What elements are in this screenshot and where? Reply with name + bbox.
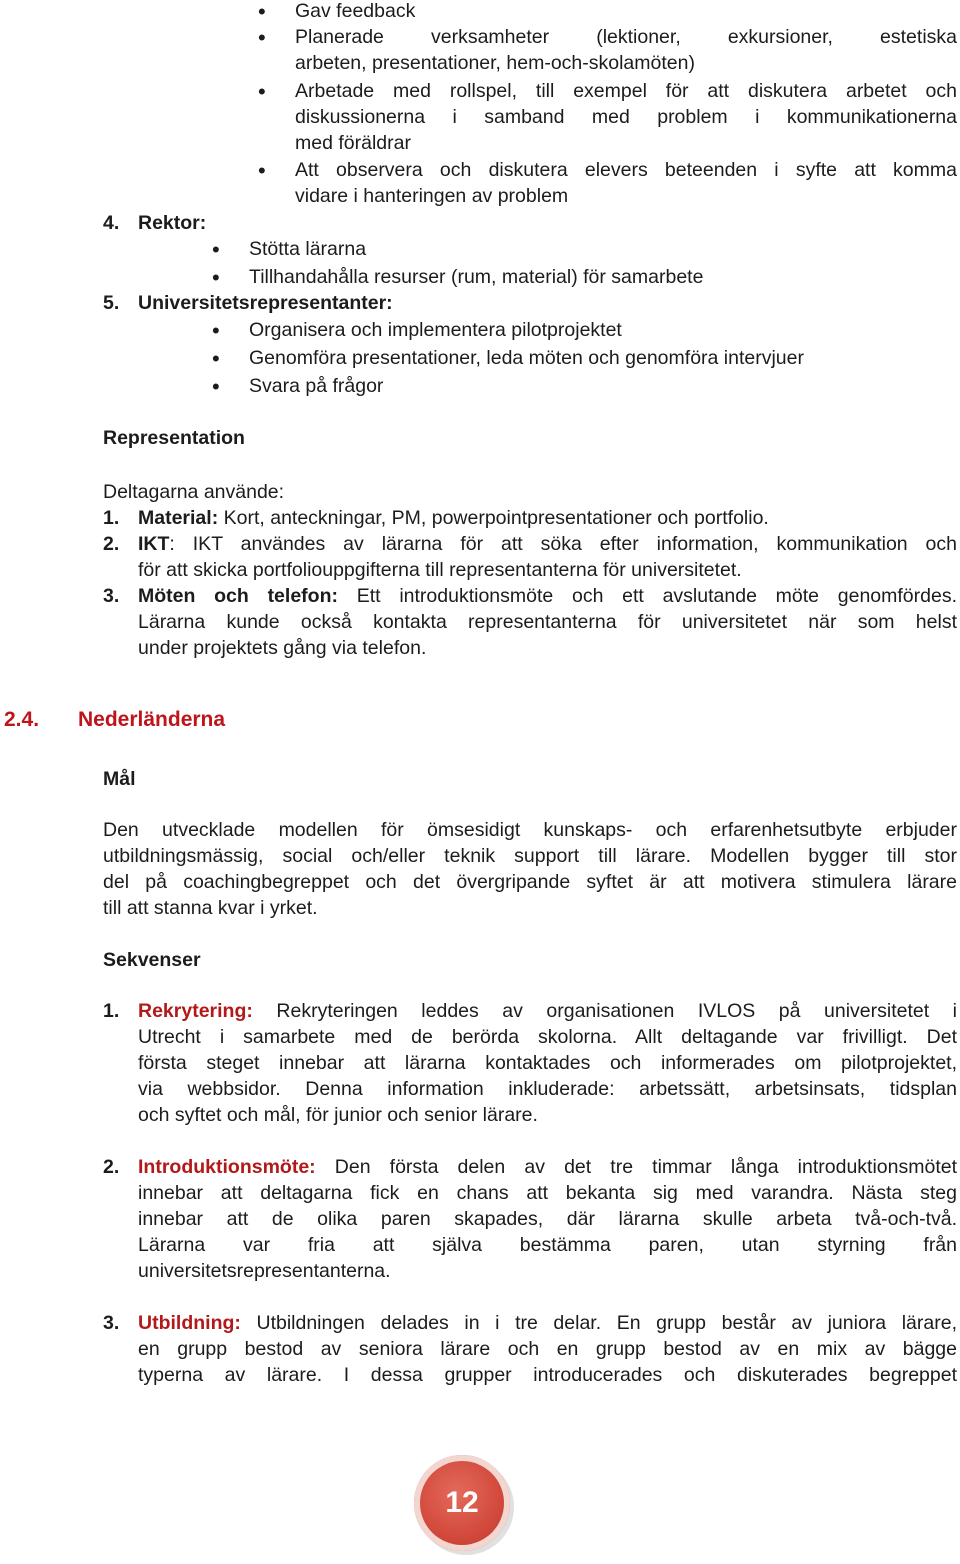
list-item-continued: för att skicka portfoliouppgifterna till representanterna för universitetet. (138, 559, 742, 581)
list-item (138, 1310, 957, 1336)
list-number: 4. (103, 212, 120, 234)
list-item: Genomföra presentationer, leda möten och genomföra intervjuer (249, 347, 804, 369)
list-item (138, 998, 957, 1024)
item-text: Kort, anteckningar, PM, powerpointpresentationer och portfolio. (218, 507, 769, 529)
list-item-continued: Lärarna var fria att själva bestämma paren, utan styrning från (138, 1234, 957, 1256)
item-label: Introduktionsmöte: (138, 1156, 316, 1178)
item-label: Utbildning: (138, 1312, 241, 1334)
bullet-marker: • (258, 25, 266, 50)
list-item: Att observera och diskutera elevers beteenden i syfte att komma (295, 159, 957, 181)
item-label: IKT (138, 533, 170, 555)
item-text: Ett introduktionsmöte och ett avslutande möte genomfördes. (337, 585, 957, 607)
section-number: 2.4. (4, 708, 40, 731)
list-item (138, 505, 769, 531)
universitet-heading: Universitetsrepresentanter: (138, 292, 393, 314)
section-title: Nederländerna (78, 708, 226, 731)
mal-heading: Mål (103, 768, 136, 790)
bullet-marker: • (212, 265, 220, 290)
paragraph-line: del på coachingbegreppet och det övergripande syftet är att motivera stimulera lärare (103, 871, 957, 893)
item-text: Utbildningen delades in i tre delar. En grupp består av juniora lärare, (240, 1312, 957, 1334)
bullet-marker: • (258, 0, 266, 24)
representation-heading: Representation (103, 427, 245, 449)
list-number: 3. (103, 1312, 120, 1334)
item-label: Möten och telefon: (138, 585, 338, 607)
list-item (138, 1154, 957, 1180)
list-item: Arbetade med rollspel, till exempel för att diskutera arbetet och (295, 80, 957, 102)
list-item-continued: med föräldrar (295, 132, 411, 154)
list-number: 2. (103, 1156, 120, 1178)
item-label: Rekrytering: (138, 1000, 253, 1022)
bullet-marker: • (212, 346, 220, 371)
list-item-continued: under projektets gång via telefon. (138, 637, 427, 659)
list-item: Svara på frågor (249, 375, 384, 397)
list-number: 5. (103, 292, 120, 314)
list-number: 3. (103, 585, 120, 607)
list-item-continued: en grupp bestod av seniora lärare och en grupp bestod av en mix av bägge (138, 1338, 957, 1360)
item-text: : IKT användes av lärarna för att söka efter information, kommunikation och (169, 533, 957, 555)
list-item-continued: universitetsrepresentanterna. (138, 1260, 391, 1282)
list-number: 1. (103, 507, 120, 529)
item-label: Material: (138, 507, 219, 529)
list-item-continued: via webbsidor. Denna information inkluderade: arbetssätt, arbetsinsats, tidsplan (138, 1078, 957, 1100)
paragraph-line: Den utvecklade modellen för ömsesidigt kunskaps- och erfarenhetsutbyte erbjuder (103, 819, 957, 841)
bullet-marker: • (212, 374, 220, 399)
list-item-continued: Utrecht i samarbete med de berörda skolorna. Allt deltagande var frivilligt. Det (138, 1026, 957, 1048)
list-item-continued: arbeten, presentationer, hem-och-skolamöten) (295, 52, 695, 74)
rektor-heading: Rektor: (138, 212, 207, 234)
item-text: Den första delen av det tre timmar långa introduktionsmötet (315, 1156, 957, 1178)
list-item-continued: Lärarna kunde också kontakta representanterna för universitetet när som helst (138, 611, 957, 633)
list-item: Planerade verksamheter (lektioner, exkursioner, estetiska (295, 26, 957, 48)
paragraph-line: till att stanna kvar i yrket. (103, 897, 318, 919)
page-number-badge: 12 (414, 1455, 510, 1551)
bullet-marker: • (258, 158, 266, 183)
list-item-continued: första steget innebar att lärarna kontaktades och informerades om pilotprojektet, (138, 1052, 957, 1074)
list-number: 2. (103, 533, 120, 555)
list-item: Organisera och implementera pilotprojektet (249, 319, 622, 341)
sekvenser-heading: Sekvenser (103, 949, 201, 971)
list-item-continued: och syftet och mål, för junior och senior lärare. (138, 1104, 538, 1126)
bullet-marker: • (258, 79, 266, 104)
list-item-continued: typerna av lärare. I dessa grupper introducerades och diskuterades begreppet (138, 1364, 957, 1386)
list-item-continued: innebar att de olika paren skapades, där lärarna skulle arbeta två-och-två. (138, 1208, 957, 1230)
list-item: Stötta lärarna (249, 238, 367, 260)
list-number: 1. (103, 1000, 120, 1022)
list-item (138, 583, 957, 609)
bullet-marker: • (212, 318, 220, 343)
paragraph-line: utbildningsmässig, social och/eller teknik support till lärare. Modellen bygger till stor (103, 845, 957, 867)
bullet-marker: • (212, 237, 220, 262)
list-item (138, 531, 957, 557)
list-item-continued: vidare i hanteringen av problem (295, 185, 569, 207)
list-item-continued: innebar att deltagarna fick en chans att bekanta sig med varandra. Nästa steg (138, 1182, 957, 1204)
list-item: Tillhandahålla resurser (rum, material) för samarbete (249, 266, 704, 288)
item-text: Rekryteringen leddes av organisationen IVLOS på universitetet i (252, 1000, 957, 1022)
representation-intro: Deltagarna använde: (103, 481, 285, 503)
list-item-continued: diskussionerna i samband med problem i kommunikationerna (295, 106, 957, 128)
list-item: Gav feedback (295, 0, 416, 22)
